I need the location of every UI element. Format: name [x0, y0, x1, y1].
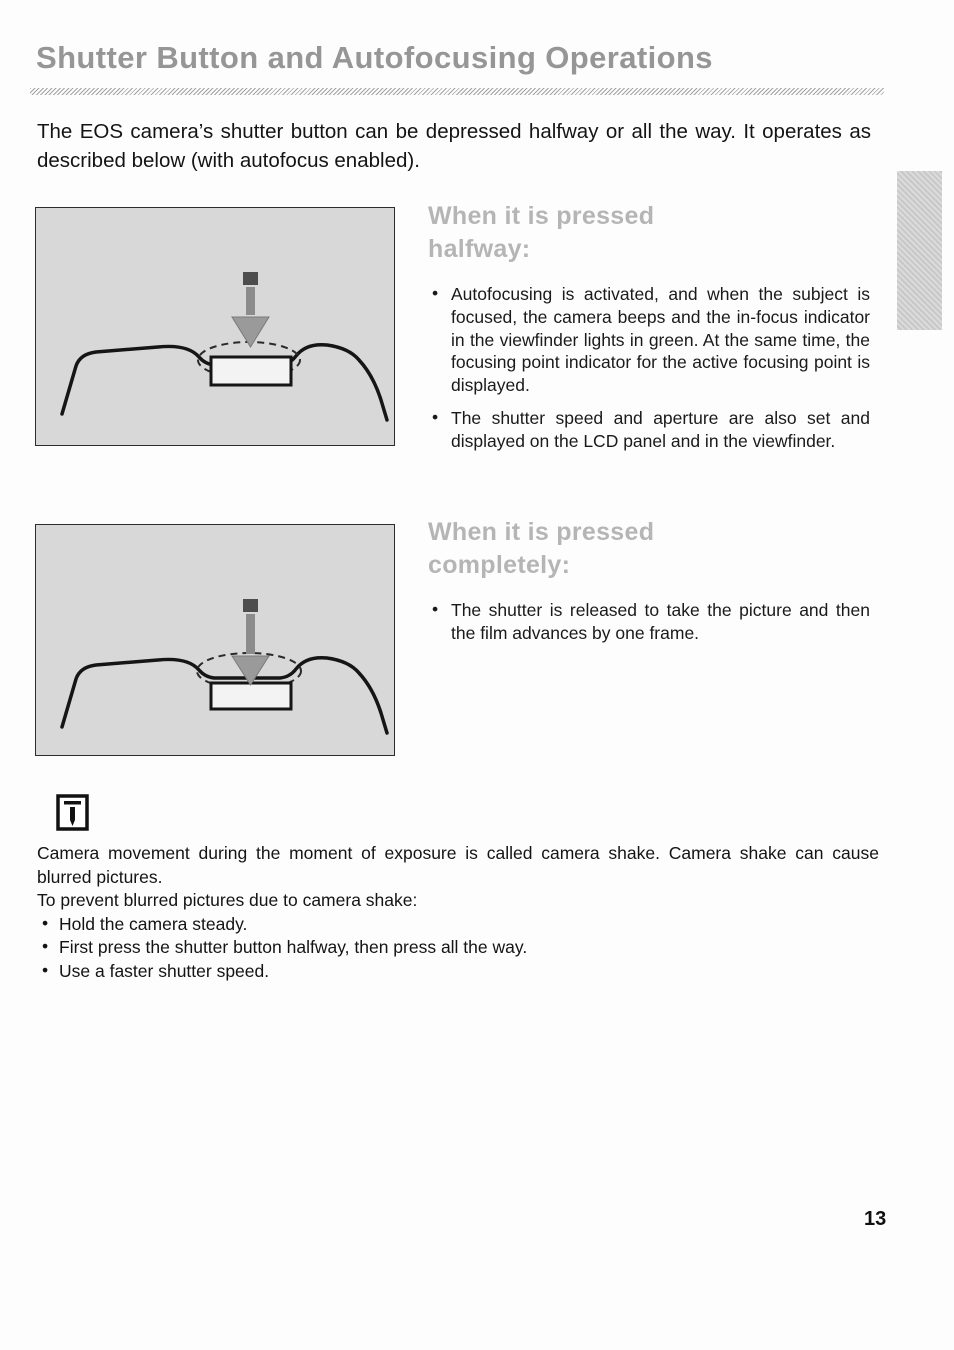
- bullet-text: The shutter is released to take the picture and then the film advances by one frame.: [451, 600, 870, 643]
- intro-paragraph: The EOS camera’s shutter button can be depressed halfway or all the way. It operates as described below (with autofocus enabled).: [37, 120, 871, 172]
- section-heading-completely: [428, 516, 870, 582]
- camera-illustration-completely: [36, 525, 394, 755]
- heading-line: When it is pressed: [428, 202, 655, 230]
- bullet-marker: •: [432, 406, 439, 427]
- section-heading-halfway: [428, 200, 870, 266]
- title-divider: [30, 88, 884, 95]
- note-bullet: [37, 960, 879, 984]
- note-bullet: [37, 936, 879, 960]
- page-title: Shutter Button and Autofocusing Operations: [36, 40, 713, 75]
- bullet-marker: •: [42, 959, 49, 980]
- bullet-marker: •: [432, 599, 439, 619]
- camera-illustration-halfway: [36, 208, 394, 445]
- bullet-list: [428, 599, 870, 645]
- note-paragraph: Camera movement during the moment of exposure is called camera shake. Camera shake can cause blurred pictures.: [37, 843, 879, 887]
- bullet-item: [428, 283, 870, 397]
- note-bullet: [37, 913, 879, 937]
- bullet-item: [428, 407, 870, 453]
- shutter-button: [211, 357, 291, 385]
- bullet-marker: •: [432, 283, 439, 303]
- bullet-marker: •: [42, 936, 49, 957]
- page-number: 13: [864, 1208, 887, 1230]
- bullet-text: Use a faster shutter speed.: [59, 960, 270, 981]
- heading-line: halfway:: [428, 235, 531, 263]
- heading-line: completely:: [428, 551, 571, 579]
- note-block: [37, 842, 879, 984]
- section-pressed-completely: [428, 516, 870, 655]
- figure-background: [36, 208, 394, 445]
- bullet-text: Autofocusing is activated, and when the subject is focused, the camera beeps and the in-focus indicator in the viewfinder lights in green. At the same time, the focusing point indicator for the active focusing point is displayed.: [451, 284, 870, 396]
- bullet-text: The shutter speed and aperture are also set and displayed on the LCD panel and in the viewfinder.: [451, 407, 870, 451]
- note-icon: [56, 794, 89, 836]
- notebook-pencil-icon: [56, 794, 89, 831]
- bullet-text: Hold the camera steady.: [59, 913, 248, 934]
- shutter-button-pressed: [211, 683, 291, 709]
- section-pressed-halfway: [428, 200, 870, 463]
- figure-shutter-completely: [35, 524, 395, 756]
- figure-background: [36, 525, 394, 755]
- bullet-marker: •: [42, 912, 49, 933]
- bullet-item: [428, 599, 870, 645]
- note-paragraph: To prevent blurred pictures due to camera shake:: [37, 890, 418, 911]
- bullet-text: First press the shutter button halfway, then press all the way.: [59, 937, 528, 958]
- bullet-list: [428, 283, 870, 453]
- heading-line: When it is pressed: [428, 518, 655, 546]
- chapter-edge-tab: [897, 171, 942, 330]
- figure-shutter-halfway: [35, 207, 395, 446]
